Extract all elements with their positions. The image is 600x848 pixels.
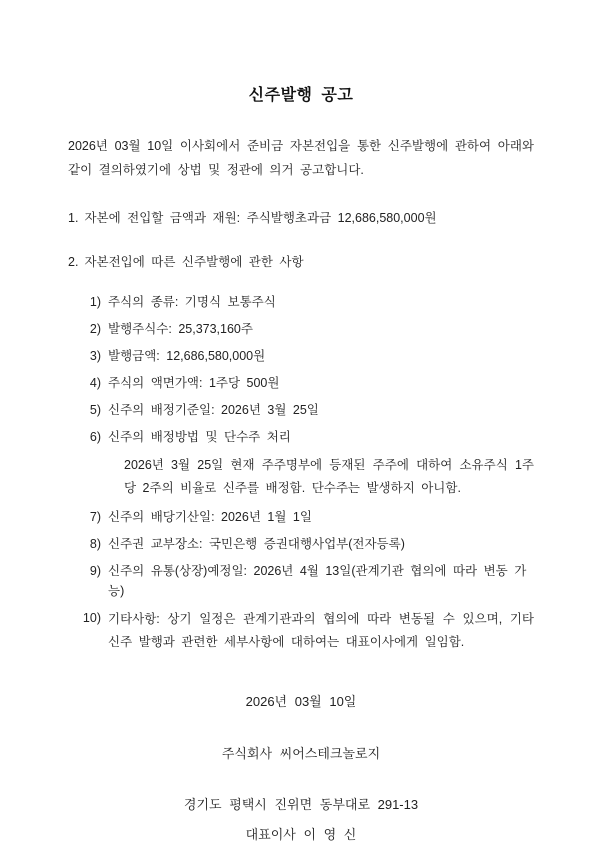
item-text: 자본에 전입할 금액과 재원: 주식발행초과금 12,686,580,000원 bbox=[84, 210, 437, 225]
signature-company: 주식회사 씨어스테크놀로지 bbox=[221, 745, 381, 761]
intro-paragraph: 2026년 03월 10일 이사회에서 준비금 자본전입을 통한 신주발행에 관하여 아래와 같이 결의하였기에 상법 및 정관에 의거 공고합니다. bbox=[68, 139, 534, 177]
sub-item-number: 1) bbox=[89, 295, 101, 309]
sub-item-text: 주식의 종류: 기명식 보통주식 bbox=[108, 295, 276, 309]
sub-item-number: 2) bbox=[89, 322, 101, 336]
item-number: 2. bbox=[68, 255, 79, 270]
sub-item-text: 발행주식수: 25,373,160주 bbox=[108, 322, 253, 336]
sub-item-list bbox=[81, 292, 534, 655]
signature-address: 경기도 평택시 진위면 동부대로 291-13 bbox=[183, 796, 419, 812]
sub-item-text: 신주의 배정기준일: 2026년 3월 25일 bbox=[108, 403, 319, 417]
sub-item-8 bbox=[81, 534, 534, 554]
sub-item-10 bbox=[81, 608, 534, 654]
sub-item-number: 5) bbox=[89, 403, 101, 417]
sub-item-text: 신주의 유통(상장)예정일: 2026년 4월 13일(관계기관 협의에 따라 변동 가능) bbox=[108, 564, 527, 599]
signature-ceo: 대표이사 이 영 신 bbox=[245, 826, 357, 842]
sub-item-1 bbox=[81, 292, 534, 312]
sub-item-number: 10) bbox=[82, 611, 101, 626]
sub-item-5 bbox=[81, 400, 534, 420]
sub-item-number: 8) bbox=[89, 537, 101, 552]
sub-item-7 bbox=[81, 507, 534, 527]
sub-item-3 bbox=[81, 346, 534, 366]
sub-item-6-note: 2026년 3월 25일 현재 주주명부에 등재된 주주에 대하여 소유주식 1주당 2주의 비율로 신주를 배정함. 단수주는 발생하지 아니함. bbox=[124, 458, 534, 496]
sub-item-number: 3) bbox=[89, 349, 101, 363]
document-title: 신주발행 공고 bbox=[248, 87, 354, 104]
sub-item-6 bbox=[81, 427, 534, 447]
sub-item-number: 6) bbox=[89, 430, 101, 444]
sub-item-4 bbox=[81, 373, 534, 393]
sub-item-number: 4) bbox=[89, 376, 101, 390]
item-1 bbox=[68, 209, 534, 228]
sub-item-number: 9) bbox=[89, 564, 101, 579]
sub-item-text: 신주의 배당기산일: 2026년 1월 1일 bbox=[108, 510, 312, 525]
sub-item-number: 7) bbox=[89, 510, 101, 525]
sub-item-text: 기타사항: 상기 일정은 관계기관과의 협의에 따라 변동될 수 있으며, 기타 신주 발행과 관련한 세부사항에 대하여는 대표이사에게 일임함. bbox=[108, 612, 534, 650]
sub-item-9 bbox=[81, 561, 534, 601]
sub-item-text: 신주의 배정방법 및 단수주 처리 bbox=[108, 430, 291, 444]
signature-date: 2026년 03월 10일 bbox=[245, 693, 357, 709]
item-text: 자본전입에 따른 신주발행에 관한 사항 bbox=[84, 255, 304, 270]
item-number: 1. bbox=[68, 210, 79, 225]
sub-item-text: 신주권 교부장소: 국민은행 증권대행사업부(전자등록) bbox=[108, 537, 405, 552]
sub-item-text: 주식의 액면가액: 1주당 500원 bbox=[108, 376, 280, 390]
item-2 bbox=[68, 253, 534, 272]
sub-item-text: 발행금액: 12,686,580,000원 bbox=[108, 349, 266, 363]
sub-item-2 bbox=[81, 319, 534, 339]
